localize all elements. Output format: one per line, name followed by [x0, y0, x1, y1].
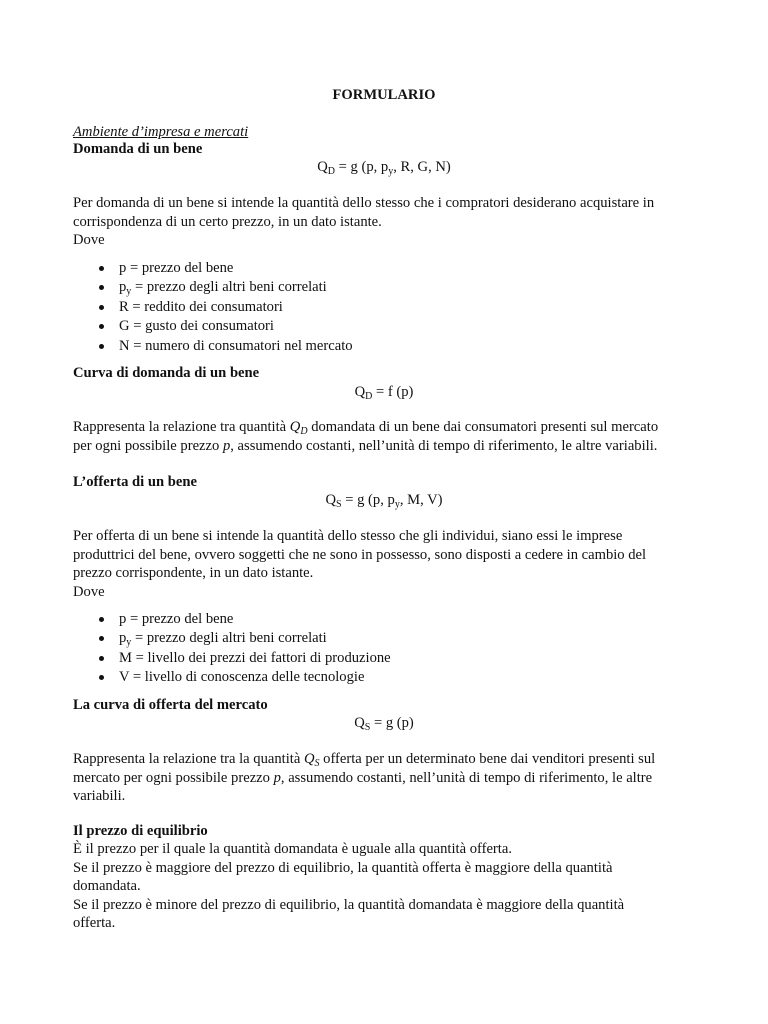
- paragraph-equilibrio: [73, 840, 698, 933]
- paragraph-line: prezzo corrispondente, in un dato istante.: [73, 565, 314, 581]
- paragraph-line: offerta.: [73, 915, 116, 931]
- dove-label: Dove: [73, 583, 105, 600]
- section-subtitle: Ambiente d’impresa e mercati: [73, 124, 249, 140]
- list-item: $p_y$ = prezzo degli altri beni correlati: [73, 629, 693, 648]
- formula-curva-domanda: $Q_D = f$ (p): [354, 384, 414, 402]
- heading-curva-domanda: Curva di domanda di un bene: [73, 365, 260, 381]
- bullet-list-domanda: [73, 259, 693, 356]
- paragraph-domanda: [73, 194, 698, 250]
- formula-pre: = g (p, p: [334, 159, 389, 175]
- paragraph-line: corrispondenza di un certo prezzo, in un dato istante.: [73, 213, 382, 230]
- formula-offerta: $Q_S = g$ (p, $p_y$, M, V): [325, 492, 443, 510]
- paragraph-line: mercato per ogni possibile prezzo p, assumendo costanti, nell’unità di tempo di riferimento, le altre: [73, 769, 653, 786]
- paragraph-line: per ogni possibile prezzo p, assumendo costanti, nell’unità di tempo di riferimento, le altre variabili.: [73, 437, 658, 454]
- formula-post: , R, G, N): [393, 159, 451, 175]
- list-item: p = prezzo del bene: [73, 610, 693, 629]
- paragraph-line: produttrici del bene, ovvero soggetti che ne sono in possesso, sono disposti a cedere in cambio del: [73, 546, 647, 563]
- paragraph-line: Se il prezzo è maggiore del prezzo di equilibrio, la quantità offerta è maggiore della quantità: [73, 859, 613, 876]
- paragraph-line: Rappresenta la relazione tra la quantità $Q_S$ offerta per un determinato bene dai venditori presenti sul: [73, 751, 656, 769]
- paragraph-line: variabili.: [73, 788, 126, 804]
- heading-offerta: L’offerta di un bene: [73, 474, 197, 490]
- paragraph-line: È il prezzo per il quale la quantità domandata è uguale alla quantità offerta.: [73, 841, 512, 857]
- paragraph-line: Per offerta di un bene si intende la quantità dello stesso che gli individui, siano essi le imprese: [73, 528, 623, 544]
- heading-domanda: Domanda di un bene: [73, 141, 203, 157]
- paragraph-line: Rappresenta la relazione tra quantità $Q_D$ domandata di un bene dai consumatori presenti sul mercato: [73, 419, 659, 437]
- paragraph-curva-domanda: [73, 418, 698, 455]
- formula-curva-offerta: $Q_S = g$ (p): [354, 715, 414, 733]
- list-item: R = reddito dei consumatori: [73, 298, 693, 317]
- list-item: M = livello dei prezzi dei fattori di produzione: [73, 649, 693, 668]
- heading-equilibrio: Il prezzo di equilibrio: [73, 823, 208, 839]
- dove-label: Dove: [73, 232, 105, 248]
- list-item: $p_y$ = prezzo degli altri beni correlati: [73, 278, 693, 297]
- formula-domanda: [0, 158, 768, 177]
- list-item: p = prezzo del bene: [73, 259, 693, 278]
- paragraph-line: Se il prezzo è minore del prezzo di equilibrio, la quantità domandata è maggiore della quantità: [73, 896, 625, 913]
- list-item: N = numero di consumatori nel mercato: [73, 337, 693, 356]
- heading-curva-offerta: La curva di offerta del mercato: [73, 697, 268, 713]
- list-item: V = livello di conoscenza delle tecnologie: [73, 668, 693, 687]
- formula-lhs-sub: D: [327, 166, 335, 177]
- paragraph-line: domandata.: [73, 878, 141, 894]
- bullet-list-offerta: [73, 610, 693, 688]
- formula-lhs: Q: [317, 159, 328, 175]
- list-item: G = gusto dei consumatori: [73, 317, 693, 336]
- paragraph-offerta: [73, 527, 698, 601]
- paragraph-curva-offerta: [73, 750, 698, 806]
- paragraph-line: Per domanda di un bene si intende la quantità dello stesso che i compratori desiderano acquistare in: [73, 195, 655, 211]
- formula-mid-sub: y: [388, 166, 394, 177]
- page-title: FORMULARIO: [332, 87, 436, 103]
